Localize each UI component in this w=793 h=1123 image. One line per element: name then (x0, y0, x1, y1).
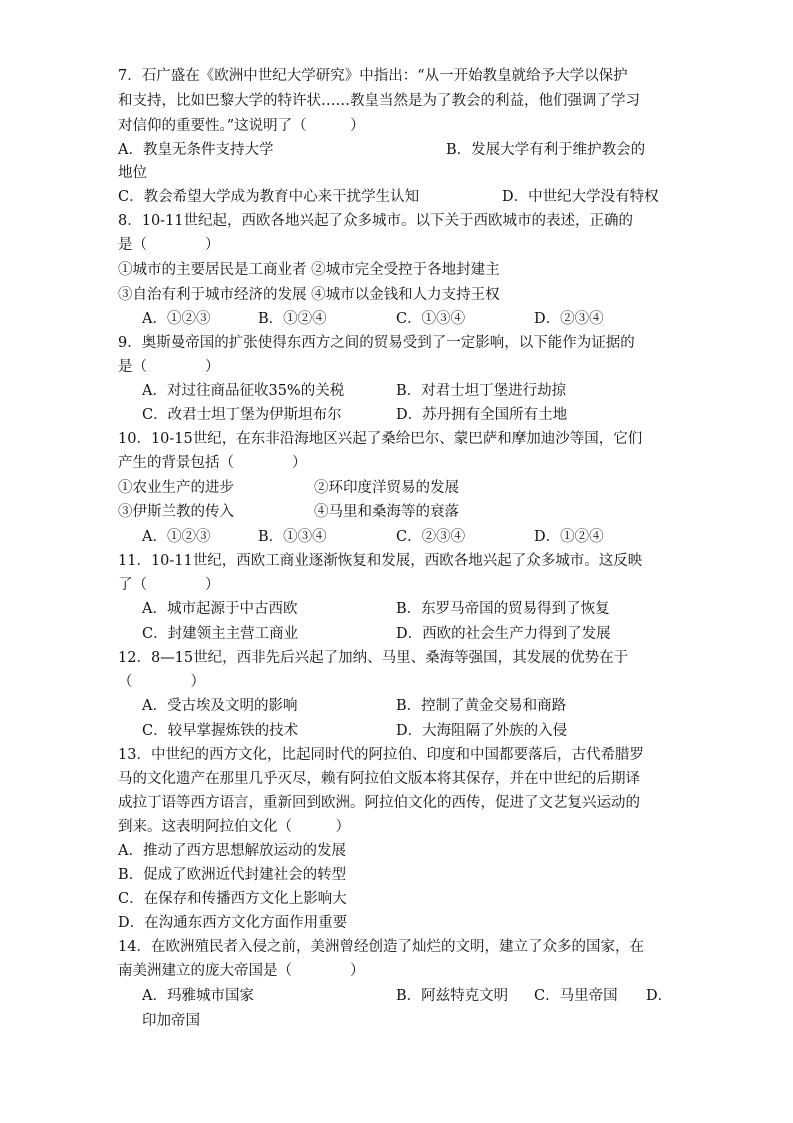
question-10-statement-1: ①农业生产的进步 (118, 480, 234, 496)
question-10-statement-3: ③伊斯兰教的传入 (118, 504, 234, 520)
question-13-stem-line-2: 马的文化遗产在那里几乎灭尽，赖有阿拉伯文版本将其保存，并在中世纪的后期译 (118, 771, 640, 787)
question-9-option-c: C．改君士坦丁堡为伊斯坦布尔 (142, 407, 342, 423)
question-9-stem-line-1: 9．奥斯曼帝国的扩张使得东西方之间的贸易受到了一定影响，以下能作为证据的 (118, 335, 635, 351)
question-12-option-c: C．较早掌握炼铁的技术 (142, 723, 299, 739)
question-10-option-c: C．②③④ (396, 529, 466, 545)
question-8-statements-line-2: ③自治有利于城市经济的发展 ④城市以金钱和人力支持王权 (118, 287, 500, 303)
question-7-option-b: B．发展大学有利于维护教会的 (446, 142, 646, 158)
question-8-stem-line-2: 是（ ） (118, 237, 220, 253)
question-13-option-c: C．在保存和传播西方文化上影响大 (118, 891, 347, 907)
question-10-option-d: D．①②④ (534, 529, 604, 545)
question-11-option-c: C．封建领主主营工商业 (142, 626, 299, 642)
question-11-stem-line-1: 11．10-11世纪，西欧工商业逐渐恢复和发展，西欧各地兴起了众多城市。这反映 (118, 553, 643, 569)
question-9-option-b: B．对君士坦丁堡进行劫掠 (396, 383, 567, 399)
question-10-statement-4: ④马里和桑海等的衰落 (314, 504, 459, 520)
question-8-option-c: C．①③④ (396, 311, 466, 327)
question-8-stem-line-1: 8．10-11世纪起，西欧各地兴起了众多城市。以下关于西欧城市的表述，正确的 (118, 213, 634, 229)
question-8-statements-line-1: ①城市的主要居民是工商业者 ②城市完全受控于各地封建主 (118, 262, 500, 278)
question-10-statement-2: ②环印度洋贸易的发展 (314, 480, 459, 496)
question-11-option-a: A．城市起源于中古西欧 (142, 601, 298, 617)
question-7-stem-line-1: 7．石广盛在《欧洲中世纪大学研究》中指出：“从一开始教皇就给予大学以保护 (118, 68, 628, 84)
question-11-option-d: D．西欧的社会生产力得到了发展 (396, 626, 611, 642)
question-8-option-d: D．②③④ (534, 311, 604, 327)
question-12-option-b: B．控制了黄金交易和商路 (396, 698, 567, 714)
question-7-stem-line-2: 和支持，比如巴黎大学的特许状……教皇当然是为了教会的利益，他们强调了学习 (118, 93, 640, 109)
question-13-option-b: B．促成了欧洲近代封建社会的转型 (118, 867, 347, 883)
question-11-option-b: B．东罗马帝国的贸易得到了恢复 (396, 601, 610, 617)
question-13-option-d: D．在沟通东西方文化方面作用重要 (118, 915, 348, 931)
question-12-stem-line-2: （ ） (118, 674, 205, 690)
question-12-stem-line-1: 12．8—15世纪，西非先后兴起了加纳、马里、桑海等强国，其发展的优势在于 (118, 650, 629, 666)
question-14-option-d: D． (646, 988, 673, 1004)
question-10-stem-line-1: 10．10-15世纪，在东非沿海地区兴起了桑给巴尔、蒙巴萨和摩加迪沙等国，它们 (118, 431, 643, 447)
question-8-option-a: A．①②③ (142, 311, 211, 327)
question-8-option-b: B．①②④ (258, 311, 327, 327)
question-14-option-b: B．阿兹特克文明 (396, 988, 509, 1004)
question-9-option-a: A．对过往商品征收35%的关税 (142, 383, 345, 399)
question-14-stem-line-1: 14．在欧洲殖民者入侵之前，美洲曾经创造了灿烂的文明，建立了众多的国家，在 (118, 939, 644, 955)
question-14-option-d-continued: 印加帝国 (142, 1013, 200, 1029)
question-10-option-a: A．①②③ (142, 529, 211, 545)
question-12-option-a: A．受古埃及文明的影响 (142, 698, 298, 714)
question-10-option-b: B．①③④ (258, 529, 327, 545)
question-13-stem-line-3: 成拉丁语等西方语言，重新回到欧洲。阿拉伯文化的西传，促进了文艺复兴运动的 (118, 795, 640, 811)
question-14-option-c: C．马里帝国 (534, 988, 618, 1004)
question-10-stem-line-2: 产生的背景包括（ ） (118, 455, 307, 471)
question-14-stem-line-2: 南美洲建立的庞大帝国是（ ） (118, 963, 365, 979)
question-9-stem-line-2: 是（ ） (118, 359, 220, 375)
question-13-option-a: A．推动了西方思想解放运动的发展 (118, 843, 346, 859)
question-14-option-a: A．玛雅城市国家 (142, 988, 254, 1004)
question-11-stem-line-2: 了（ ） (118, 577, 220, 593)
question-13-stem-line-4: 到来。这表明阿拉伯文化（ ） (118, 819, 350, 835)
question-12-option-d: D．大海阻隔了外族的入侵 (396, 723, 568, 739)
question-7-option-b-continued: 地位 (118, 165, 147, 181)
question-9-option-d: D．苏丹拥有全国所有土地 (396, 407, 568, 423)
question-7-option-d: D．中世纪大学没有特权 (502, 189, 659, 205)
question-7-option-a: A．教皇无条件支持大学 (118, 142, 274, 158)
question-7-option-c: C．教会希望大学成为教育中心来干扰学生认知 (118, 189, 420, 205)
question-7-stem-line-3: 对信仰的重要性。”这说明了（ ） (118, 118, 365, 134)
question-13-stem-line-1: 13．中世纪的西方文化，比起同时代的阿拉伯、印度和中国都要落后，古代希腊罗 (118, 747, 644, 763)
